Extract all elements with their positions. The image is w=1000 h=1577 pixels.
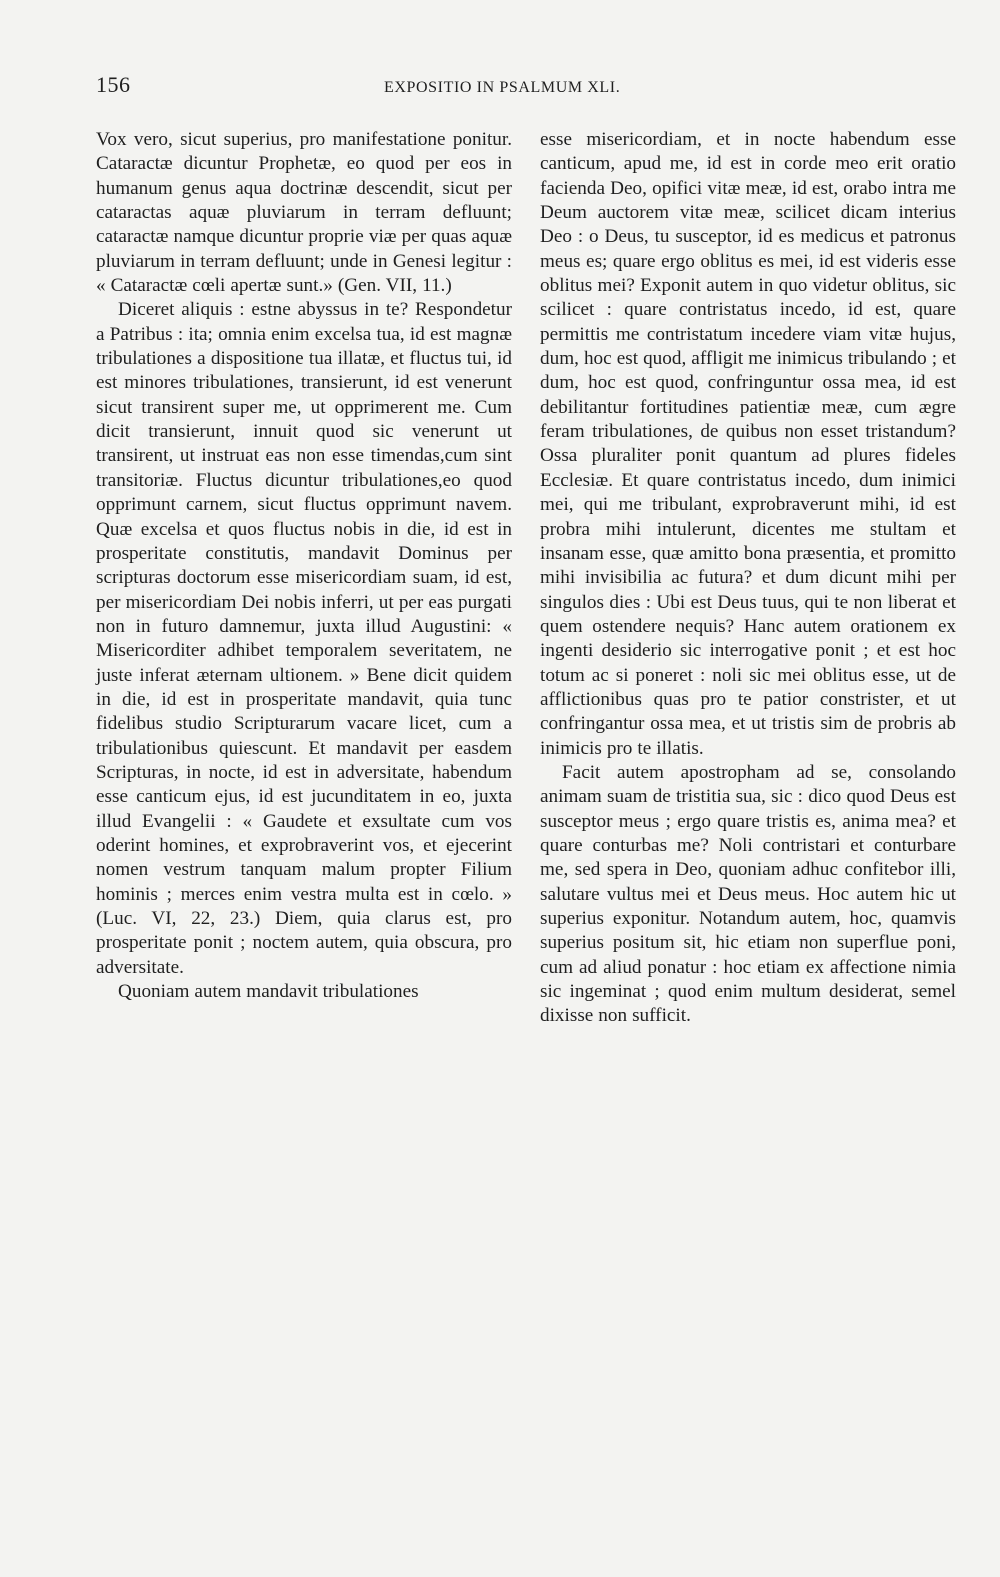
- page-header: [96, 70, 908, 104]
- running-title: EXPOSITIO IN PSALMUM XLI.: [384, 79, 621, 96]
- right-paragraph-1: esse misericordiam, et in nocte habendum esse canticum, apud me, id est in corde meo erit oratio facienda Deo, opifici vitæ meæ, id est, orabo intra me Deum auctorem vitæ meæ, scilicet dicam interius Deo : o Deus, tu susceptor, id es medicus et patronus meus es; quare ergo oblitus es mei, id est videris esse oblitus mei? Exponit autem in quo videtur oblitus, sic scilicet : quare contristatus incedo, id est, quare permittis me contristatum incedere viam vitæ hujus, dum, hoc est quod, affligit me inimicus tribulando ; et dum, hoc est quod, confringuntur ossa mea, id est debilitantur fortitudines patientiæ meæ, cum ægre feram tribulationes, de quibus non esset tristandum? Ossa pluraliter ponit quantum ad plures fideles Ecclesiæ. Et quare contristatus incedo, dum inimici mei, qui me tribulant, exprobraverunt mihi, id est probra mihi intulerunt, dicentes me stultam et insanam esse, quæ amitto bona præsentia, et promitto mihi invisibilia ac futura? et dum dicunt mihi per singulos dies : Ubi est Deus tuus, qui te non liberat et quem ostendere nequis? Hanc autem orationem ex ingenti desiderio sic interrogative ponit ; et est hoc totum ac si poneret : noli sic mei oblitus esse, ut de afflictionibus quas pro te patior constrister, et ut confringantur ossa mea, et ut tristis sim de probris ab inimicis pro te illatis.: [540, 129, 956, 759]
- left-paragraph-3: Quoniam autem mandavit tribulationes: [118, 981, 419, 1003]
- right-text-column: [540, 128, 956, 1029]
- left-paragraph-2: Diceret aliquis : estne abyssus in te? Respondetur a Patribus : ita; omnia enim excelsa tua, id est magnæ tribulationes a dispositione tua illatæ, et fluctus tui, id est minores tribulationes, transierunt, id est venerunt sicut transirent super me, ut opprimerent me. Cum dicit transierunt, innuit quod sic venerunt ut transirent, ut instruat eas non esse timendas,cum sint transitoriæ. Fluctus dicuntur tribulationes,eo quod opprimunt carnem, sicut fluctus opprimunt navem. Quæ excelsa et quos fluctus nobis in die, id est in prosperitate constitutis, mandavit Dominus per scripturas doctorum esse misericordiam suam, id est, per misericordiam Dei nobis inferri, ut per eas purgati non in futuro damnemur, juxta illud Augustini: « Misericorditer adhibet temporalem severitatem, ne juste inferat æternam ultionem. » Bene dicit quidem in die, id est in prosperitate mandavit, quia tunc fidelibus studio Scripturarum vacare licet, cum a tribulationibus quiescunt. Et mandavit per easdem Scripturas, in nocte, id est in adversitate, habendum esse canticum ejus, id est jucunditatem in eo, juxta illud Evangelii : « Gaudete et exsultate cum vos oderint homines, et exprobraverint vos, et ejecerint nomen vestrum tanquam malum propter Filium hominis ; merces enim vestra multa est in cœlo. » (Luc. VI, 22, 23.) Diem, quia clarus est, pro prosperitate ponit ; noctem autem, quia obscura, pro adversitate.: [96, 299, 512, 978]
- show-through-text-left: [98, 1206, 508, 1384]
- left-text-column: [96, 128, 512, 1004]
- show-through-text-right: [540, 1206, 950, 1384]
- left-paragraph-1: Vox vero, sicut superius, pro manifestatione ponitur. Cataractæ dicuntur Prophetæ, eo quod per eos in humanum genus aqua doctrinæ descendit, sicut per cataractas aquæ pluviarum in terram defluunt; cataractæ namque dicuntur proprie viæ per quas aquæ pluviarum in terram defluunt; unde in Genesi legitur : « Cataractæ cœli apertæ sunt.» (Gen. VII, 11.): [96, 129, 512, 297]
- page-number: 156: [96, 72, 131, 97]
- right-paragraph-2: Facit autem apostropham ad se, consolando animam suam de tristitia sua, sic : dico quod Deus est susceptor meus ; ergo quare tristis es, anima mea? et quare conturbas me? Noli contristari et conturbare me, sed spera in Deo, quoniam adhuc confitebor illi, salutare vultus mei et Deus meus. Hoc autem hic ut superius exponitur. Notandum autem, hoc, quamvis superius positum sit, hic etiam non superflue poni, cum ad aliud ponatur : hoc etiam ex affectione nimia sic ingeminat ; quod enim multum desiderat, semel dixisse non sufficit.: [540, 761, 956, 1027]
